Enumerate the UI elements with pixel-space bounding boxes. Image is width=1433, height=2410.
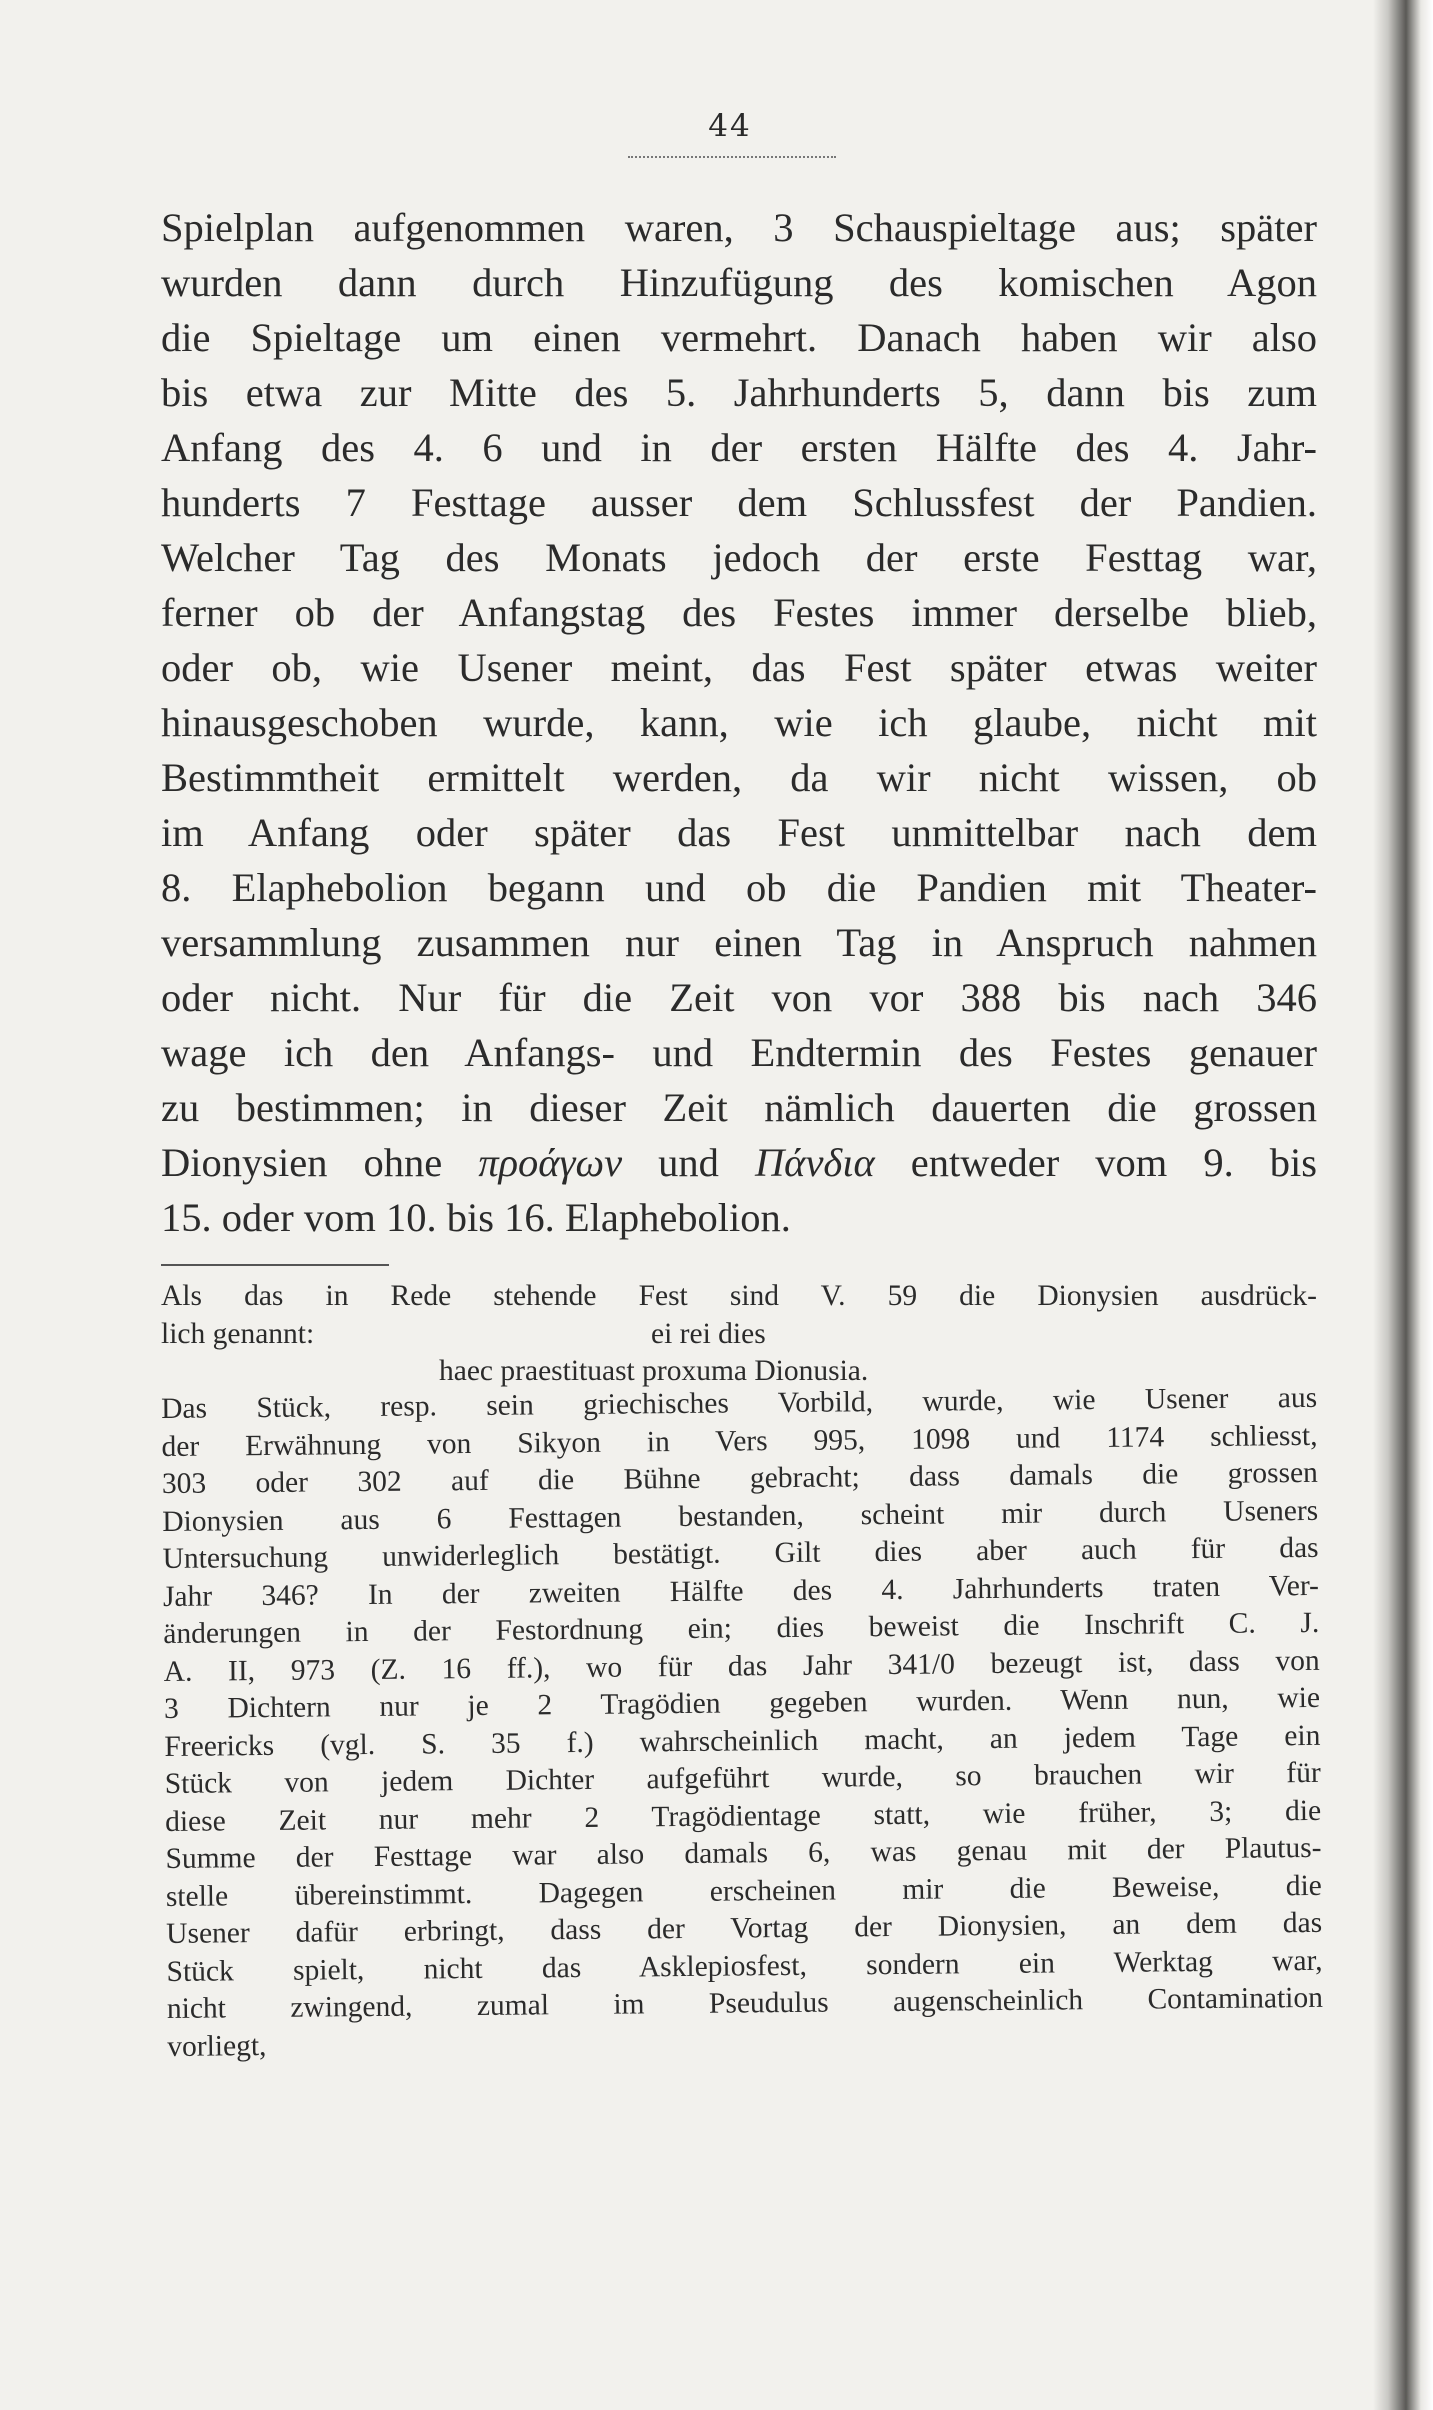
- footnote-line: Dionysien aus 6 Festtagen bestanden, scheint mir durch Useners: [162, 1493, 1319, 1537]
- footnote-line: der Erwähnung von Sikyon in Vers 995, 1098 und 1174 schliesst,: [161, 1418, 1318, 1462]
- footnote-line-last: vorliegt,: [167, 2029, 267, 2062]
- main-line: wage ich den Anfangs- und Endtermin des Festes genauer: [161, 1030, 1317, 1075]
- footnote-line: 303 oder 302 auf die Bühne gebracht; dass damals die grossen: [161, 1456, 1318, 1500]
- main-line: oder nicht. Nur für die Zeit von vor 388 bis nach 346: [161, 975, 1317, 1020]
- footnote-line: diese Zeit nur mehr 2 Tragödientage statt, wie früher, 3; die: [164, 1793, 1322, 1837]
- greek-word-proagon: προάγων: [478, 1140, 623, 1185]
- footnote-line: Als das in Rede stehende Fest sind V. 59 die Dionysien ausdrück-: [161, 1280, 1317, 1312]
- main-line: bis etwa zur Mitte des 5. Jahrhunderts 5, dann bis zum: [161, 370, 1317, 415]
- footnote-line: Freericks (vgl. S. 35 f.) wahrscheinlich macht, an jedem Tage ein: [164, 1718, 1321, 1762]
- footnote: [161, 1278, 1324, 2066]
- footnote-line: Jahr 346? In der zweiten Hälfte des 4. Jahrhunderts traten Ver-: [162, 1568, 1320, 1612]
- main-line: wurden dann durch Hinzufügung des komischen Agon: [161, 260, 1317, 305]
- main-line: 8. Elaphebolion begann und ob die Pandien mit Theater-: [161, 865, 1317, 910]
- main-line: hunderts 7 Festtage ausser dem Schlussfest der Pandien.: [161, 480, 1317, 525]
- main-line: die Spieltage um einen vermehrt. Danach haben wir also: [161, 315, 1317, 360]
- page-number: 44: [708, 108, 752, 144]
- page-edge-shadow: [1373, 0, 1433, 2410]
- main-line: zu bestimmen; in dieser Zeit nämlich dauerten die grossen: [161, 1085, 1317, 1130]
- main-line: oder ob, wie Usener meint, das Fest später etwas weiter: [161, 645, 1317, 690]
- footnote-line: 3 Dichtern nur je 2 Tragödien gegeben wurden. Wenn nun, wie: [163, 1681, 1321, 1725]
- main-line: Anfang des 4. 6 und in der ersten Hälfte des 4. Jahr-: [161, 425, 1317, 470]
- main-line: ferner ob der Anfangstag des Festes immer derselbe blieb,: [161, 590, 1317, 635]
- greek-word-pandia: Πάνδια: [754, 1140, 875, 1185]
- footnote-quote-line: [161, 1316, 1317, 1354]
- footnote-line: stelle übereinstimmt. Dagegen erscheinen mir die Beweise, die: [165, 1868, 1322, 1912]
- main-line-last: 15. oder vom 10. bis 16. Elaphebolion.: [161, 1195, 791, 1240]
- main-text: [161, 200, 1317, 1245]
- main-line-segment: und: [622, 1140, 755, 1185]
- page-number-rule: [628, 156, 836, 160]
- footnote-line: Stück spielt, nicht das Asklepiosfest, sondern ein Werktag war,: [166, 1943, 1323, 1987]
- footnote-line: änderungen in der Festordnung ein; dies beweist die Inschrift C. J.: [163, 1606, 1320, 1650]
- main-line: Bestimmtheit ermittelt werden, da wir nicht wissen, ob: [161, 755, 1317, 800]
- footnote-line: Usener dafür erbringt, dass der Vortag der Dionysien, an dem das: [166, 1906, 1323, 1950]
- footnote-line: nicht zwingend, zumal im Pseudulus augenscheinlich Contamination: [166, 1981, 1324, 2025]
- main-line: im Anfang oder später das Fest unmittelbar nach dem: [161, 810, 1317, 855]
- footnote-line: Untersuchung unwiderleglich bestätigt. Gilt dies aber auch für das: [162, 1531, 1319, 1575]
- footnote-line: Stück von jedem Dichter aufgeführt wurde, so brauchen wir für: [164, 1756, 1321, 1800]
- main-line: Welcher Tag des Monats jedoch der erste Festtag war,: [161, 535, 1317, 580]
- footnote-quote-intro: lich genannt:: [161, 1317, 315, 1350]
- main-line-segment: Dionysien ohne: [161, 1140, 479, 1185]
- main-line-greek: [161, 1135, 1317, 1190]
- main-line-segment: entweder vom 9. bis: [874, 1140, 1317, 1185]
- footnote-line: Das Stück, resp. sein griechisches Vorbild, wurde, wie Usener aus: [161, 1381, 1318, 1425]
- footnote-rule: [161, 1264, 389, 1266]
- footnote-quote-verse: haec praestituast proxuma Dionusia.: [439, 1355, 869, 1387]
- footnote-quote-verse: ei rei dies: [651, 1317, 766, 1350]
- main-line: Spielplan aufgenommen waren, 3 Schauspieltage aus; später: [161, 205, 1317, 250]
- footnote-line: A. II, 973 (Z. 16 ff.), wo für das Jahr 341/0 bezeugt ist, dass von: [163, 1643, 1320, 1687]
- main-line: hinausgeschoben wurde, kann, wie ich glaube, nicht mit: [161, 700, 1317, 745]
- footnote-line: Summe der Festtage war also damals 6, was genau mit der Plautus-: [165, 1831, 1322, 1875]
- footnote-body: [161, 1379, 1323, 2065]
- main-line: versammlung zusammen nur einen Tag in Anspruch nahmen: [161, 920, 1317, 965]
